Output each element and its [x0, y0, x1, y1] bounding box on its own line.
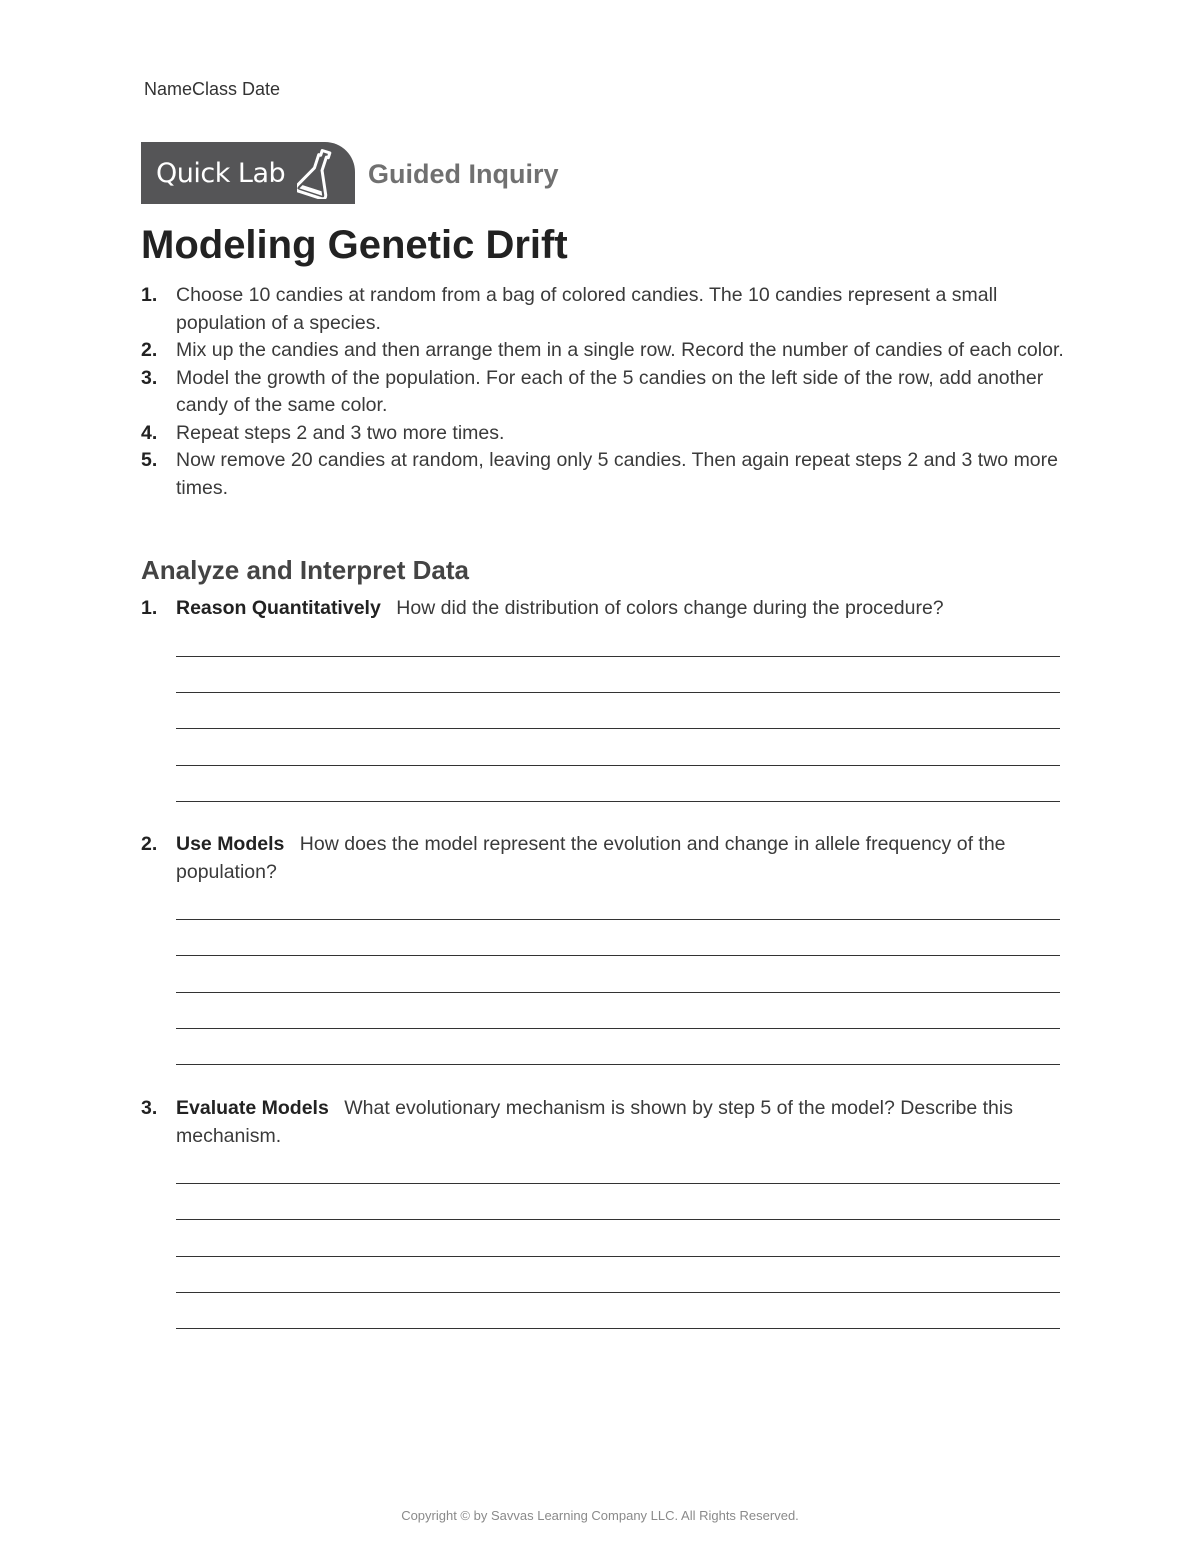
- step-number: 2.: [141, 339, 158, 361]
- list-item: [141, 365, 1071, 420]
- quick-lab-badge: [141, 142, 355, 204]
- name-class-date: NameClass Date: [144, 79, 281, 99]
- question-text: How did the distribution of colors change during the procedure?: [396, 597, 944, 619]
- step-number: 4.: [141, 421, 158, 444]
- flask-icon: [297, 147, 337, 199]
- answer-line[interactable]: [176, 1028, 1060, 1029]
- step-number: 5.: [141, 449, 158, 471]
- answer-line[interactable]: [176, 1219, 1060, 1220]
- step-text: Now remove 20 candies at random, leaving only 5 candies. Then again repeat steps 2 and 3 two more times.: [176, 449, 1058, 499]
- step-number: 3.: [141, 366, 158, 389]
- page-title: Modeling Genetic Drift: [141, 223, 568, 267]
- step-text: Model the growth of the population. For each of the 5 candies on the left side of the row, add another candy of the same color.: [176, 366, 1044, 416]
- answer-line[interactable]: [176, 1183, 1060, 1184]
- list-item: [141, 420, 1071, 448]
- question-text: How does the model represent the evolution and change in allele frequency of the population?: [176, 833, 1006, 883]
- question-3: [141, 1094, 1071, 1150]
- step-text: Mix up the candies and then arrange them in a single row. Record the number of candies of each color.: [176, 339, 1064, 361]
- answer-line[interactable]: [176, 992, 1060, 993]
- question-number: 3.: [141, 1097, 158, 1119]
- step-text: Choose 10 candies at random from a bag of colored candies. The 10 candies represent a small population of a species.: [176, 284, 998, 334]
- question-2: [141, 830, 1071, 886]
- procedure-steps: [141, 282, 1071, 502]
- list-item: [141, 282, 1071, 337]
- answer-line[interactable]: [176, 1256, 1060, 1257]
- answer-line[interactable]: [176, 728, 1060, 729]
- copyright-footer: Copyright © by Savvas Learning Company LLC. All Rights Reserved.: [401, 1508, 799, 1523]
- question-number: 1.: [141, 597, 158, 619]
- list-item: [141, 447, 1071, 502]
- answer-line[interactable]: [176, 765, 1060, 766]
- question-label: Reason Quantitatively: [176, 597, 381, 619]
- question-text: What evolutionary mechanism is shown by step 5 of the model? Describe this mechanism.: [176, 1097, 1013, 1147]
- answer-line[interactable]: [176, 955, 1060, 956]
- answer-line[interactable]: [176, 692, 1060, 693]
- list-item: [141, 337, 1071, 365]
- question-1: [141, 594, 1071, 622]
- section-heading: Analyze and Interpret Data: [141, 555, 469, 585]
- answer-line[interactable]: [176, 1064, 1060, 1065]
- answer-line[interactable]: [176, 919, 1060, 920]
- question-label: Use Models: [176, 833, 285, 855]
- answer-line[interactable]: [176, 801, 1060, 802]
- quick-lab-label: Quick Lab: [156, 158, 286, 189]
- question-number: 2.: [141, 833, 158, 855]
- answer-line[interactable]: [176, 656, 1060, 657]
- guided-inquiry-label: Guided Inquiry: [368, 159, 559, 189]
- answer-line[interactable]: [176, 1292, 1060, 1293]
- answer-line[interactable]: [176, 1328, 1060, 1329]
- question-label: Evaluate Models: [176, 1097, 329, 1119]
- step-text: Repeat steps 2 and 3 two more times.: [176, 421, 505, 444]
- step-number: 1.: [141, 284, 158, 306]
